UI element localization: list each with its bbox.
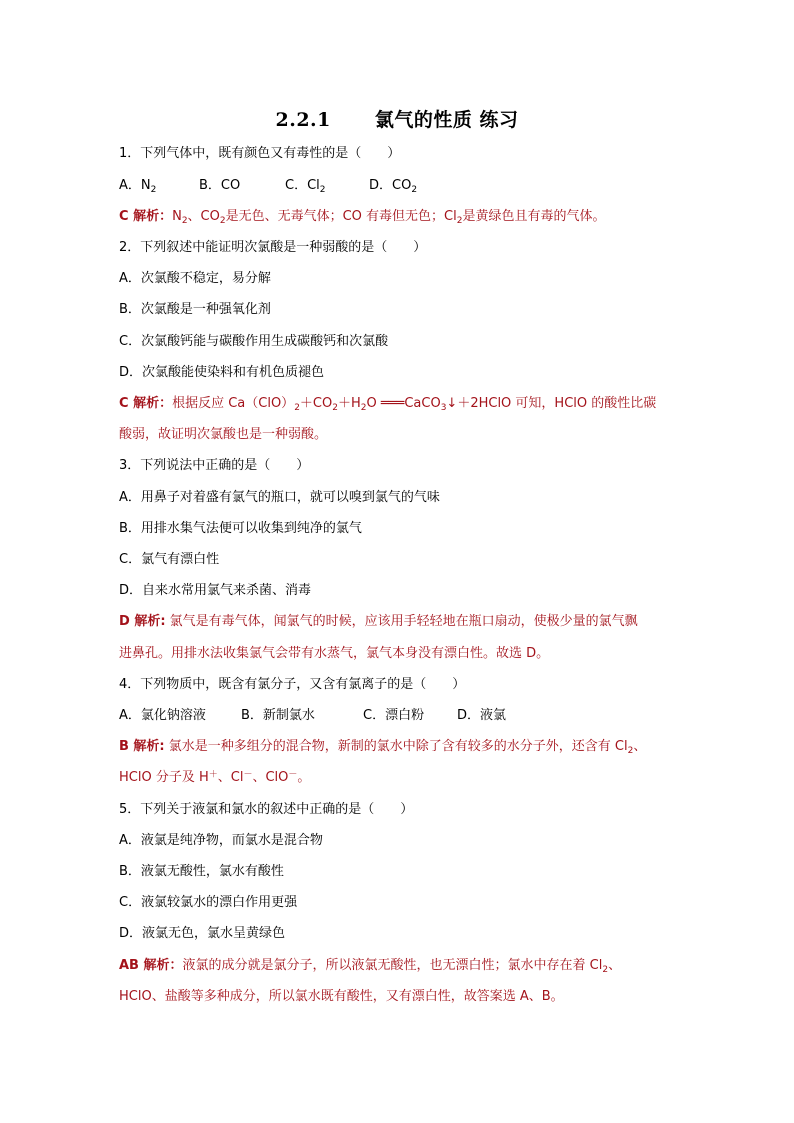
answer-tag: AB 解析： <box>119 958 183 973</box>
q3-option-a: A．用鼻子对着盛有氯气的瓶口，就可以嗅到氯气的气味 <box>119 490 440 505</box>
question-2-answer-line-2: 酸弱，故证明次氯酸也是一种弱酸。 <box>119 427 328 442</box>
section-number: 2.2.1 <box>275 109 331 131</box>
q2-option-d: D．次氯酸能使染料和有机色质褪色 <box>119 365 325 380</box>
question-5-stem: 5．下列关于液氯和氯水的叙述中正确的是（ ） <box>119 802 414 817</box>
page-title <box>0 105 794 132</box>
q1-option-c: C．$Cl_2$ <box>285 178 326 195</box>
question-1-options <box>119 177 679 195</box>
q3-option-d: D．自来水常用氯气来杀菌、消毒 <box>119 583 312 598</box>
q5-option-a: A．液氯是纯净物，而氯水是混合物 <box>119 833 323 848</box>
question-1-stem: 1．下列气体中，既有颜色又有毒性的是（ ） <box>119 146 401 161</box>
q4-option-d: D．液氯 <box>457 708 507 723</box>
q3-option-c: C．氯气有漂白性 <box>119 552 220 567</box>
q1-option-b: B．CO <box>199 178 241 193</box>
q2-option-a: A．次氯酸不稳定，易分解 <box>119 271 271 286</box>
answer-tag: C 解析： <box>119 209 173 224</box>
title-text: 氯气的性质 练习 <box>374 109 519 131</box>
answer-tag: B 解析: <box>119 739 165 754</box>
question-2-stem: 2．下列叙述中能证明次氯酸是一种弱酸的是（ ） <box>119 240 427 255</box>
q5-option-c: C．液氯较氯水的漂白作用更强 <box>119 895 298 910</box>
q1-option-a: A．$N_2$ <box>119 178 157 195</box>
q5-option-d: D．液氯无色，氯水呈黄绿色 <box>119 926 286 941</box>
q2-option-c: C．次氯酸钙能与碳酸作用生成碳酸钙和次氯酸 <box>119 334 389 349</box>
q2-option-b: B．次氯酸是一种强氧化剂 <box>119 302 271 317</box>
q4-option-c: C．漂白粉 <box>363 708 425 723</box>
q4-option-a: A．氯化钠溶液 <box>119 708 206 723</box>
question-4-stem: 4．下列物质中，既含有氯分子，又含有氯离子的是（ ） <box>119 677 466 692</box>
question-5-answer-line-1: AB 解析：液氯的成分就是氯分子，所以液氯无酸性，也无漂白性；氯水中存在着 $Cl_2$、 <box>119 958 622 975</box>
question-2-answer-line-1: C 解析：根据反应 $Ca(ClO)_2+CO_2+H_2O$ ═══CaCO$_3$↓＋2HClO 可知，HClO 的酸性比碳 <box>119 396 657 413</box>
question-3-stem: 3．下列说法中正确的是（ ） <box>119 458 310 473</box>
q4-option-b: B．新制氯水 <box>241 708 315 723</box>
question-1-answer: C 解析：$N_2$、$CO_2$是无色、无毒气体；CO 有毒但无色；$Cl_2$是黄绿色且有毒的气体。 <box>119 209 606 226</box>
question-4-answer-line-1: B 解析: 氯水是一种多组分的混合物，新制的氯水中除了含有较多的水分子外，还含有 $Cl_2$、 <box>119 739 647 756</box>
answer-tag: D 解析: <box>119 614 166 629</box>
q1-option-d: D．$CO_2$ <box>369 178 418 195</box>
question-4-options <box>119 707 679 725</box>
q3-option-b: B．用排水集气法便可以收集到纯净的氯气 <box>119 521 362 536</box>
q5-option-b: B．液氯无酸性，氯水有酸性 <box>119 864 284 879</box>
question-3-answer-line-2: 进鼻孔。用排水法收集氯气会带有水蒸气，氯气本身没有漂白性。故选 D。 <box>119 646 550 661</box>
question-3-answer-line-1: D 解析: 氯气是有毒气体，闻氯气的时候，应该用手轻轻地在瓶口扇动，使极少量的氯气飘 <box>119 614 638 629</box>
question-5-answer-line-2: HClO、盐酸等多种成分，所以氯水既有酸性，又有漂白性，故答案选 A、B。 <box>119 989 564 1004</box>
question-4-answer-line-2: HClO 分子及 H＋、Cl－、ClO－。 <box>119 770 311 785</box>
answer-tag: C 解析： <box>119 396 173 411</box>
